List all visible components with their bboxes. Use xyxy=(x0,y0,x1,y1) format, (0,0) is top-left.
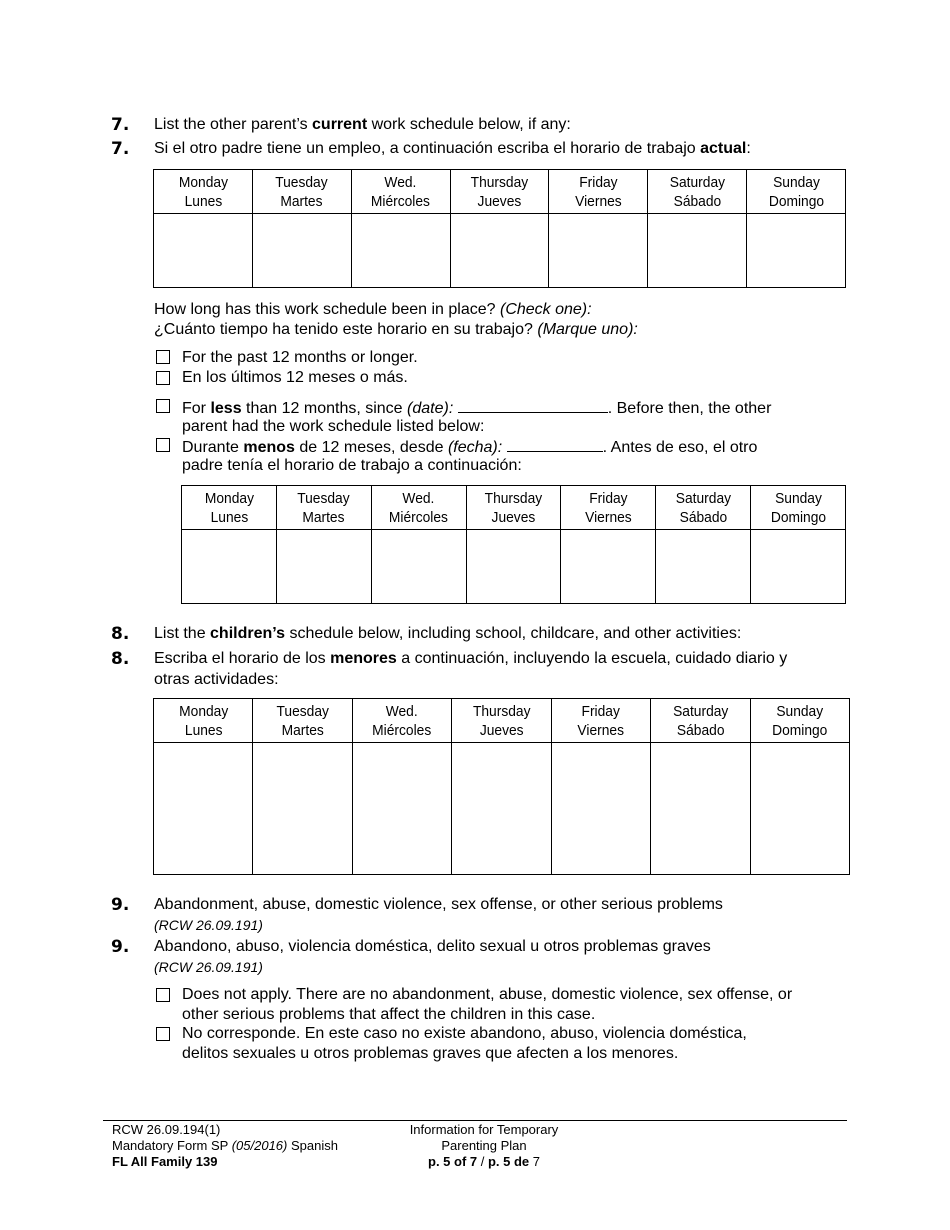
day-name-en: Sunday xyxy=(774,490,822,507)
day-name-es: Viernes xyxy=(577,722,625,739)
section-7-title-es: Si el otro padre tiene un empleo, a continuación escriba el horario de trabajo actual: xyxy=(154,140,751,157)
day-name-es: Lunes xyxy=(210,509,248,526)
section-7-title-en: List the other parent’s current work schedule below, if any: xyxy=(154,116,571,133)
day-name-en: Sunday xyxy=(776,703,824,720)
day-name-es: Sábado xyxy=(679,509,727,526)
section-8-title-es-2: otras actividades: xyxy=(154,671,279,688)
schedule-cell[interactable] xyxy=(466,530,561,604)
day-header-friday xyxy=(555,699,646,743)
schedule-cell[interactable] xyxy=(651,743,750,875)
schedule-cell[interactable] xyxy=(452,743,551,875)
day-header-wed xyxy=(356,699,447,743)
day-name-es: Miércoles xyxy=(371,193,431,210)
schedule-cell[interactable] xyxy=(154,214,253,288)
footer-left xyxy=(112,1122,338,1170)
schedule-cell[interactable] xyxy=(450,214,549,288)
less-than-twelve-months-option-en: For less than 12 months, since (date): . Before then, the other xyxy=(182,400,772,417)
day-header-thursday xyxy=(456,699,547,743)
day-name-en: Sunday xyxy=(772,174,820,191)
day-name-es: Sábado xyxy=(676,722,725,739)
day-name-es: Martes xyxy=(281,722,324,739)
day-name-es: Lunes xyxy=(184,722,223,739)
other-parent-previous-schedule-table xyxy=(181,485,846,604)
section-9-citation-en: (RCW 26.09.191) xyxy=(154,917,263,933)
twelve-months-option-en: For the past 12 months or longer. xyxy=(182,349,418,366)
day-header-thursday xyxy=(470,486,557,530)
schedule-cell[interactable] xyxy=(154,743,253,875)
schedule-cell[interactable] xyxy=(750,743,849,875)
day-name-es: Martes xyxy=(302,509,345,526)
section-8-number-es: 8. xyxy=(111,649,130,669)
schedule-cell[interactable] xyxy=(656,530,751,604)
day-name-es: Viernes xyxy=(575,193,622,210)
footer-page: p. 5 of 7 / p. 5 de 7 xyxy=(428,1154,540,1169)
day-name-en: Saturday xyxy=(675,490,731,507)
section-8-title-en: List the children’s schedule below, including school, childcare, and other activities: xyxy=(154,625,742,642)
day-header-wed xyxy=(355,170,446,214)
less-than-twelve-months-option-es-2: padre tenía el horario de trabajo a continuación: xyxy=(182,457,522,474)
day-name-es: Domingo xyxy=(770,509,826,526)
section-9-number: 9. xyxy=(111,895,130,915)
schedule-duration-question-en: How long has this work schedule been in place? (Check one): xyxy=(154,301,592,318)
schedule-cell[interactable] xyxy=(751,530,846,604)
schedule-cell[interactable] xyxy=(182,530,277,604)
schedule-cell[interactable] xyxy=(371,530,466,604)
day-header-tuesday xyxy=(280,486,367,530)
day-name-es: Domingo xyxy=(772,722,828,739)
day-name-es: Viernes xyxy=(585,509,632,526)
day-name-es: Martes xyxy=(280,193,323,210)
day-name-en: Wed. xyxy=(386,703,419,720)
day-name-en: Saturday xyxy=(672,703,728,720)
day-name-en: Wed. xyxy=(384,174,417,191)
section-8-title-es: Escriba el horario de los menores a continuación, incluyendo la escuela, cuidado diario y xyxy=(154,650,788,667)
footer-form: Mandatory Form SP (05/2016) Spanish xyxy=(112,1138,338,1153)
day-header-thursday xyxy=(454,170,545,214)
day-header-friday xyxy=(553,170,644,214)
day-header-tuesday xyxy=(257,699,348,743)
day-name-en: Friday xyxy=(581,703,621,720)
schedule-cell[interactable] xyxy=(352,743,451,875)
schedule-cell[interactable] xyxy=(253,743,352,875)
footer-center xyxy=(384,1122,584,1170)
day-name-en: Friday xyxy=(579,174,618,191)
schedule-cell[interactable] xyxy=(276,530,371,604)
does-not-apply-checkbox-es[interactable] xyxy=(156,1027,170,1041)
day-header-friday xyxy=(565,486,652,530)
day-name-es: Sábado xyxy=(673,193,721,210)
day-header-saturday xyxy=(652,170,743,214)
does-not-apply-option-es-2: delitos sexuales u otros problemas graves que afecten a los menores. xyxy=(182,1045,679,1062)
footer-divider xyxy=(103,1120,847,1121)
section-9-title-en: Abandonment, abuse, domestic violence, sex offense, or other serious problems xyxy=(154,896,723,913)
schedule-duration-question-es: ¿Cuánto tiempo ha tenido este horario en su trabajo? (Marque uno): xyxy=(154,321,638,338)
day-name-es: Miércoles xyxy=(389,509,449,526)
day-name-en: Saturday xyxy=(669,174,725,191)
section-8-number: 8. xyxy=(111,624,130,644)
day-header-monday xyxy=(185,486,272,530)
section-9-title-es: Abandono, abuso, violencia doméstica, delito sexual u otros problemas graves xyxy=(154,938,711,955)
day-name-en: Monday xyxy=(178,703,228,720)
day-name-en: Tuesday xyxy=(275,174,328,191)
day-name-en: Wed. xyxy=(402,490,435,507)
day-header-monday xyxy=(157,699,248,743)
day-name-es: Domingo xyxy=(768,193,824,210)
schedule-cell[interactable] xyxy=(549,214,648,288)
does-not-apply-option-en: Does not apply. There are no abandonment, abuse, domestic violence, sex offense, or xyxy=(182,986,793,1003)
section-7-number-es: 7. xyxy=(111,139,130,159)
day-header-saturday xyxy=(655,699,746,743)
twelve-months-option-es: En los últimos 12 meses o más. xyxy=(182,369,408,386)
schedule-cell[interactable] xyxy=(747,214,846,288)
section-7-number: 7. xyxy=(111,115,130,135)
children-schedule-table xyxy=(153,698,850,875)
day-header-saturday xyxy=(660,486,747,530)
day-name-en: Monday xyxy=(178,174,228,191)
twelve-months-or-longer-checkbox[interactable] xyxy=(156,350,170,364)
day-header-sunday xyxy=(754,486,841,530)
twelve-months-or-longer-checkbox-es[interactable] xyxy=(156,371,170,385)
day-header-sunday xyxy=(754,699,846,743)
less-than-twelve-months-option-en-2: parent had the work schedule listed below: xyxy=(182,418,485,435)
since-date-field[interactable] xyxy=(458,398,608,413)
schedule-cell[interactable] xyxy=(648,214,747,288)
schedule-cell[interactable] xyxy=(561,530,656,604)
does-not-apply-checkbox[interactable] xyxy=(156,988,170,1002)
desde-fecha-field[interactable] xyxy=(507,437,603,452)
less-than-twelve-months-option-es: Durante menos de 12 meses, desde (fecha): . Antes de eso, el otro xyxy=(182,439,758,456)
schedule-cell[interactable] xyxy=(252,214,351,288)
less-than-twelve-months-checkbox[interactable] xyxy=(156,399,170,413)
day-name-es: Lunes xyxy=(184,193,222,210)
day-name-en: Thursday xyxy=(472,703,531,720)
day-name-en: Friday xyxy=(589,490,628,507)
less-than-twelve-months-checkbox-es[interactable] xyxy=(156,438,170,452)
section-9-number-es: 9. xyxy=(111,937,130,957)
schedule-cell[interactable] xyxy=(551,743,650,875)
day-name-es: Jueves xyxy=(477,193,522,210)
day-name-es: Jueves xyxy=(491,509,536,526)
footer-rcw: RCW 26.09.194(1) xyxy=(112,1122,221,1137)
day-name-es: Miércoles xyxy=(372,722,432,739)
day-header-wed xyxy=(375,486,462,530)
day-name-en: Tuesday xyxy=(297,490,350,507)
day-name-en: Monday xyxy=(204,490,254,507)
section-9-citation-es: (RCW 26.09.191) xyxy=(154,959,263,975)
day-header-monday xyxy=(157,170,248,214)
footer-family: FL All Family 139 xyxy=(112,1154,218,1169)
does-not-apply-option-en-2: other serious problems that affect the children in this case. xyxy=(182,1006,596,1023)
day-name-en: Thursday xyxy=(484,490,543,507)
footer-title-1: Information for Temporary xyxy=(409,1122,559,1137)
day-name-en: Thursday xyxy=(470,174,529,191)
schedule-cell[interactable] xyxy=(351,214,450,288)
day-header-tuesday xyxy=(256,170,347,214)
footer-title-2: Parenting Plan xyxy=(441,1138,527,1153)
other-parent-current-schedule-table xyxy=(153,169,846,288)
day-header-sunday xyxy=(751,170,842,214)
does-not-apply-option-es: No corresponde. En este caso no existe abandono, abuso, violencia doméstica, xyxy=(182,1025,747,1042)
day-name-es: Jueves xyxy=(479,722,524,739)
day-name-en: Tuesday xyxy=(276,703,329,720)
